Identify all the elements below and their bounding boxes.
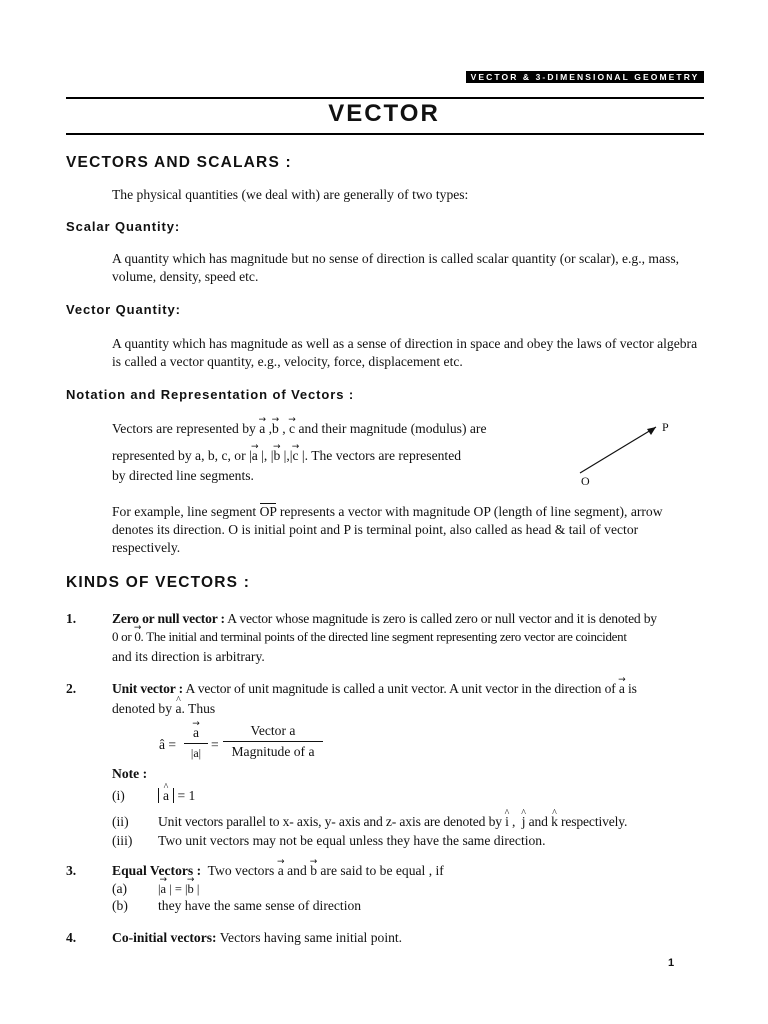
item-1-term: Zero or null vector : xyxy=(112,611,225,626)
item-3a-text: |→ a | = |→ b | xyxy=(158,880,199,898)
notation-text-2b: . The vectors are represented xyxy=(304,448,462,463)
heading-vectors-and-scalars: VECTORS AND SCALARS : xyxy=(66,154,292,171)
notation-text-2a: represented by a, b, c, or xyxy=(112,448,250,463)
note-i-value: = 1 xyxy=(177,788,196,803)
notation-line-3: by directed line segments. xyxy=(112,468,254,483)
zero-vector-symbol: → 0 xyxy=(134,628,140,646)
scalar-definition: A quantity which has magnitude but no sense of direction is called scalar quantity (or scalar), e.g., mass, volume, density, speed etc. xyxy=(112,251,680,284)
item-3-term: Equal Vectors : xyxy=(112,863,202,878)
formula-right-bar xyxy=(223,741,323,742)
top-rule xyxy=(66,97,704,99)
item-4-number: 4. xyxy=(66,930,77,945)
item-1-text-2a: 0 or xyxy=(112,629,135,644)
note-ii-text-b: and xyxy=(525,814,552,829)
item-2-text-2a: denoted by xyxy=(112,701,176,716)
formula-right-numerator: Vector a xyxy=(250,723,296,738)
heading-vector-quantity: Vector Quantity: xyxy=(66,302,181,317)
op-symbol: OP xyxy=(259,504,277,519)
intro-text: The physical quantities (we deal with) are generally of two types: xyxy=(112,187,469,202)
item-2-number: 2. xyxy=(66,681,77,696)
item-2-text-1: A vector of unit magnitude is called a unit vector. A unit vector in the direction of xyxy=(183,681,619,696)
item-2-term: Unit vector : xyxy=(112,681,184,696)
item-1-line-3: and its direction is arbitrary. xyxy=(112,649,265,664)
item-4-text: Vectors having same initial point. xyxy=(216,930,403,945)
running-header: VECTOR & 3-DIMENSIONAL GEOMETRY xyxy=(466,71,704,83)
heading-scalar-quantity: Scalar Quantity: xyxy=(66,219,181,234)
vector-definition: A quantity which has magnitude as well as a sense of direction in space and obey the laws of vector algebra is called a vector quantity, e.g., velocity, force, displacement etc. xyxy=(112,336,698,369)
item-3-text-b: and xyxy=(283,863,311,878)
item-1-line-2 xyxy=(112,628,627,646)
notation-text-1b: and their magnitude (modulus) are xyxy=(295,421,487,436)
point-p-label: P xyxy=(662,420,669,434)
formula-right-denominator: Magnitude of a xyxy=(231,744,315,759)
point-o-label: O xyxy=(581,474,590,488)
note-ii-text-a: Unit vectors parallel to x- axis, y- axis and z- axis are denoted by xyxy=(158,814,506,829)
item-2-line-1: Unit vector : A vector of unit magnitude is called a unit vector. A unit vector in the direction of → a is xyxy=(112,680,637,698)
item-1-line-1 xyxy=(112,610,657,628)
op-example xyxy=(112,503,706,557)
vector-op-line xyxy=(580,427,656,473)
item-3a-label: (a) xyxy=(112,881,128,896)
item-3-line-1: Equal Vectors : Two vectors → a and → b are said to be equal , if xyxy=(112,862,444,880)
note-ii-text-c: respectively. xyxy=(557,814,628,829)
item-1-number: 1. xyxy=(66,611,77,626)
formula-equals: = xyxy=(211,737,219,752)
note-iii-text: Two unit vectors may not be equal unless they have the same direction. xyxy=(158,833,546,848)
note-i-label: (i) xyxy=(112,788,125,803)
item-3-text-a: Two vectors xyxy=(201,863,278,878)
note-ii-label: (ii) xyxy=(112,814,129,829)
note-iii-label: (iii) xyxy=(112,833,133,848)
notation-text-1a: Vectors are represented by xyxy=(112,421,260,436)
formula-left-denominator: |a| xyxy=(190,746,202,760)
heading-kinds-of-vectors: KINDS OF VECTORS : xyxy=(66,574,251,591)
item-2-text-1b: is xyxy=(624,681,637,696)
notation-line-1: Vectors are represented by → a ,→ b , → c and their magnitude (modulus) are xyxy=(112,420,486,438)
op-example-b: represents a vector with magnitude OP (length of line segment), arrow denotes its direction. O is initial point and P is terminal point, also called as head & tail of vector respectively. xyxy=(112,504,663,555)
page-number: 1 xyxy=(668,957,675,969)
notation-line-2: represented by a, b, c, or |→ a |, |→ b |,|→ c |. The vectors are represented xyxy=(112,447,461,465)
item-4-term: Co-initial vectors: xyxy=(112,930,217,945)
formula-lhs: â = xyxy=(159,737,177,752)
page-title: VECTOR xyxy=(328,100,440,127)
item-3b-text: they have the same sense of direction xyxy=(158,898,362,913)
item-3-text-c: are said to be equal , if xyxy=(316,863,444,878)
title-rule xyxy=(66,133,704,135)
item-1-text-1: A vector whose magnitude is zero is called zero or null vector and it is denoted by xyxy=(224,611,657,626)
item-3b-label: (b) xyxy=(112,898,128,913)
item-1-text-2b: . The initial and terminal points of the directed line segment representing zero vector are coincident xyxy=(140,629,627,644)
heading-notation: Notation and Representation of Vectors : xyxy=(66,387,355,402)
note-ii-text: Unit vectors parallel to x- axis, y- axis and z- axis are denoted by ^ i , ^ j and ^ k respectively. xyxy=(158,813,627,831)
item-3-number: 3. xyxy=(66,863,77,878)
note-i-text: ^ a = 1 xyxy=(158,787,195,805)
note-label: Note : xyxy=(112,766,148,781)
item-2-text-2b: . Thus xyxy=(181,701,216,716)
formula-left-numerator: → a xyxy=(184,724,208,742)
arrow-head-icon xyxy=(647,427,656,435)
op-example-a: For example, line segment xyxy=(112,504,260,519)
item-2-line-2: denoted by ^ a. Thus xyxy=(112,700,215,718)
item-4-line xyxy=(112,929,402,947)
